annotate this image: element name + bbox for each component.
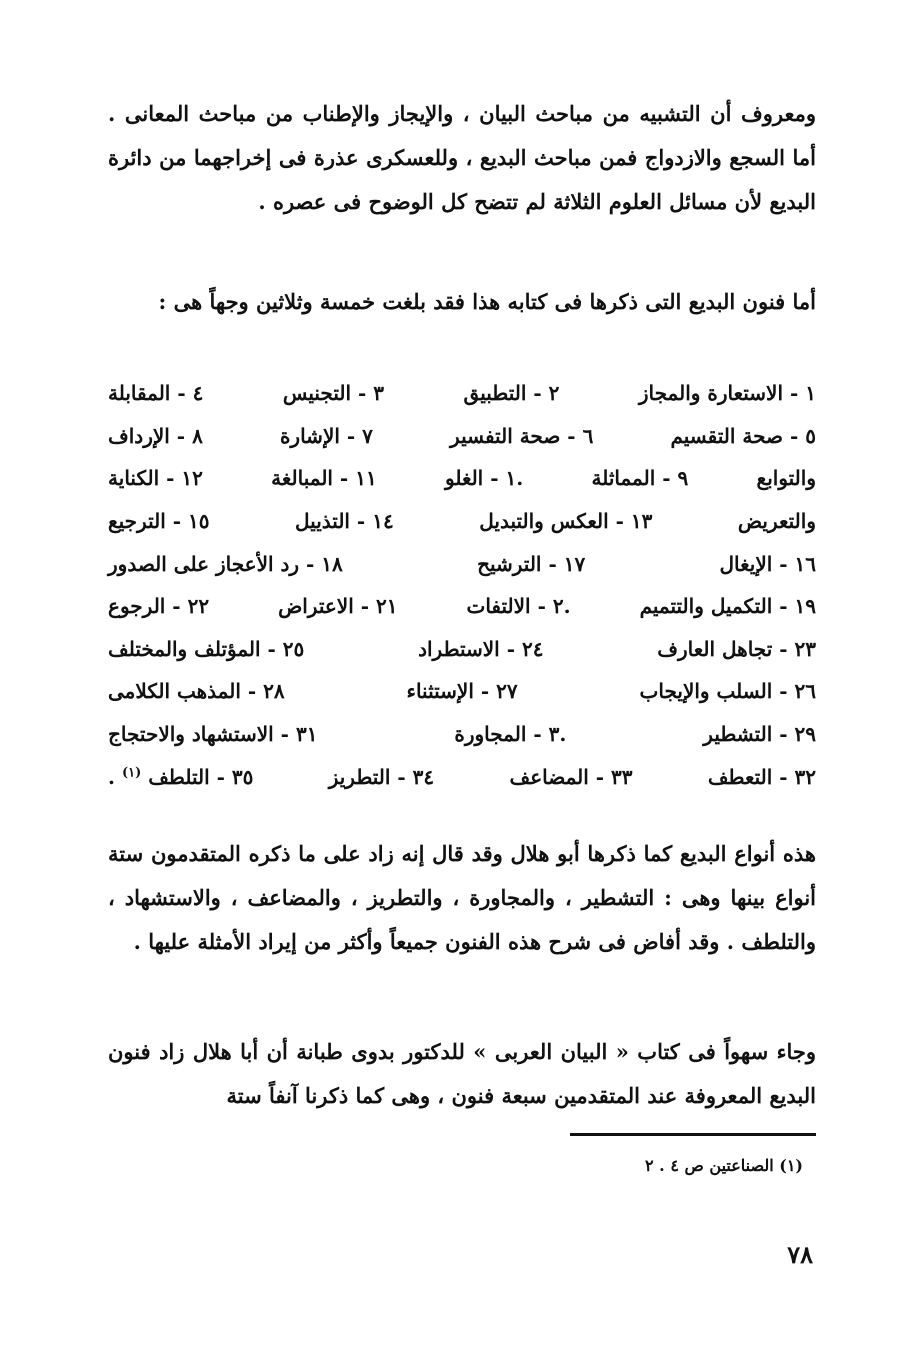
list-row [108, 415, 816, 458]
list-item: ١٨ - رد الأعجاز على الصدور [108, 551, 343, 576]
list-item: والتعريض [737, 509, 816, 534]
list-item: ٢٢ - الرجوع [108, 594, 210, 619]
list-item: ٧ - الإشارة [279, 423, 373, 448]
list-item: ٣٣ - المضاعف [509, 764, 633, 789]
list-item: ٣٢ - التعطف [707, 764, 816, 789]
list-item: ٢٤ - الاستطراد [418, 636, 544, 661]
list-item: ٥ - صحة التقسيم [670, 423, 816, 448]
list-row [108, 500, 816, 543]
list-item: .١ - الغلو [444, 466, 524, 491]
paragraph-2: أما فنون البديع التى ذكرها فى كتابه هذا فقد بلغت خمسة وثلاثين وجهاً هى : [158, 289, 816, 314]
list-item: .٣ - المجاورة [454, 722, 567, 747]
list-item: والتوابع [756, 466, 816, 491]
list-item-last: ٣٥ - التلطف $^{(١)}$ . [108, 764, 254, 789]
list-item: ١١ - المبالغة [271, 466, 377, 491]
list-item: ٩ - المماثلة [591, 466, 689, 491]
list-item: ٣ - التجنيس [282, 381, 384, 406]
paragraph-4: وجاء سهواً فى كتاب « البيان العربى » للدكتور بدوى طبانة أن أبا هلال زاد فنون البديع المعروفة عند المتقدمين سبعة فنون ، وهى كما ذكرنا آنفاً ستة [108, 1039, 816, 1108]
list-item: ٣١ - الاستشهاد والاحتجاج [108, 722, 318, 747]
list-item: ٤ - المقابلة [108, 381, 204, 406]
footnote-marker: (١) [121, 764, 142, 780]
list-end-period: . [108, 764, 115, 789]
list-row [108, 457, 816, 500]
rhetoric-arts-list [108, 372, 816, 798]
footnote-divider [570, 1133, 816, 1136]
list-item: ٣٤ - التطريز [328, 764, 435, 789]
list-item: ٨ - الإرداف [108, 423, 203, 448]
list-item: ٢٨ - المذهب الكلامى [108, 679, 285, 704]
list-row [108, 542, 816, 585]
list-item: ٦ - صحة التفسير [450, 423, 594, 448]
list-row [108, 670, 816, 713]
list-item: ١٩ - التكميل والتتميم [639, 594, 816, 619]
paragraph-3: هذه أنواع البديع كما ذكرها أبو هلال وقد قال إنه زاد على ما ذكره المتقدمون ستة أنواع بينها وهى : التشطير ، والمجاورة ، والتطريز ، والمضاعف ، والاستشهاد ، والتلطف . وقد أفاض فى شرح هذه الفنون جميعاً وأكثر من إيراد الأمثلة عليها . [108, 841, 816, 954]
list-item: ١٥ - الترجيع [108, 509, 210, 534]
paragraph-1: ومعروف أن التشبيه من مباحث البيان ، والإيجاز والإطناب من مباحث المعانى . أما السجع والازدواج فمن مباحث البديع ، وللعسكرى عذرة فى إخراجهما من دائرة البديع لأن مسائل العلوم الثلاثة لم تتضح كل الوضوح فى عصره . [108, 101, 816, 214]
list-item: ١٦ - الإيغال [719, 551, 816, 576]
list-row [108, 628, 816, 671]
list-item: ١٧ - الترشيح [477, 551, 586, 576]
list-item: ١ - الاستعارة والمجاز [638, 381, 816, 406]
list-item: ٢٦ - السلب والإيجاب [639, 679, 816, 704]
list-item: .٢ - الالتفات [466, 594, 571, 619]
list-item: ٢٥ - المؤتلف والمختلف [108, 636, 305, 661]
list-item: ٢٧ - الإستثناء [406, 679, 518, 704]
list-item: ١٣ - العكس والتبديل [479, 509, 653, 534]
list-item: ١٤ - التذييل [295, 509, 394, 534]
list-item: ١٢ - الكناية [108, 466, 203, 491]
list-item: ٢ - التطبيق [463, 381, 560, 406]
footnote: (١) الصناعتين ص ٤ . ٢ [645, 1156, 803, 1175]
list-row [108, 585, 816, 628]
page-number: ٧٨ [787, 1240, 813, 1269]
list-row [108, 713, 816, 756]
list-item: ٢٩ - التشطير [703, 722, 816, 747]
list-item: ٢١ - الاعتراض [278, 594, 398, 619]
list-row [108, 755, 816, 798]
list-item: ٢٣ - تجاهل العارف [657, 636, 816, 661]
list-row [108, 372, 816, 415]
